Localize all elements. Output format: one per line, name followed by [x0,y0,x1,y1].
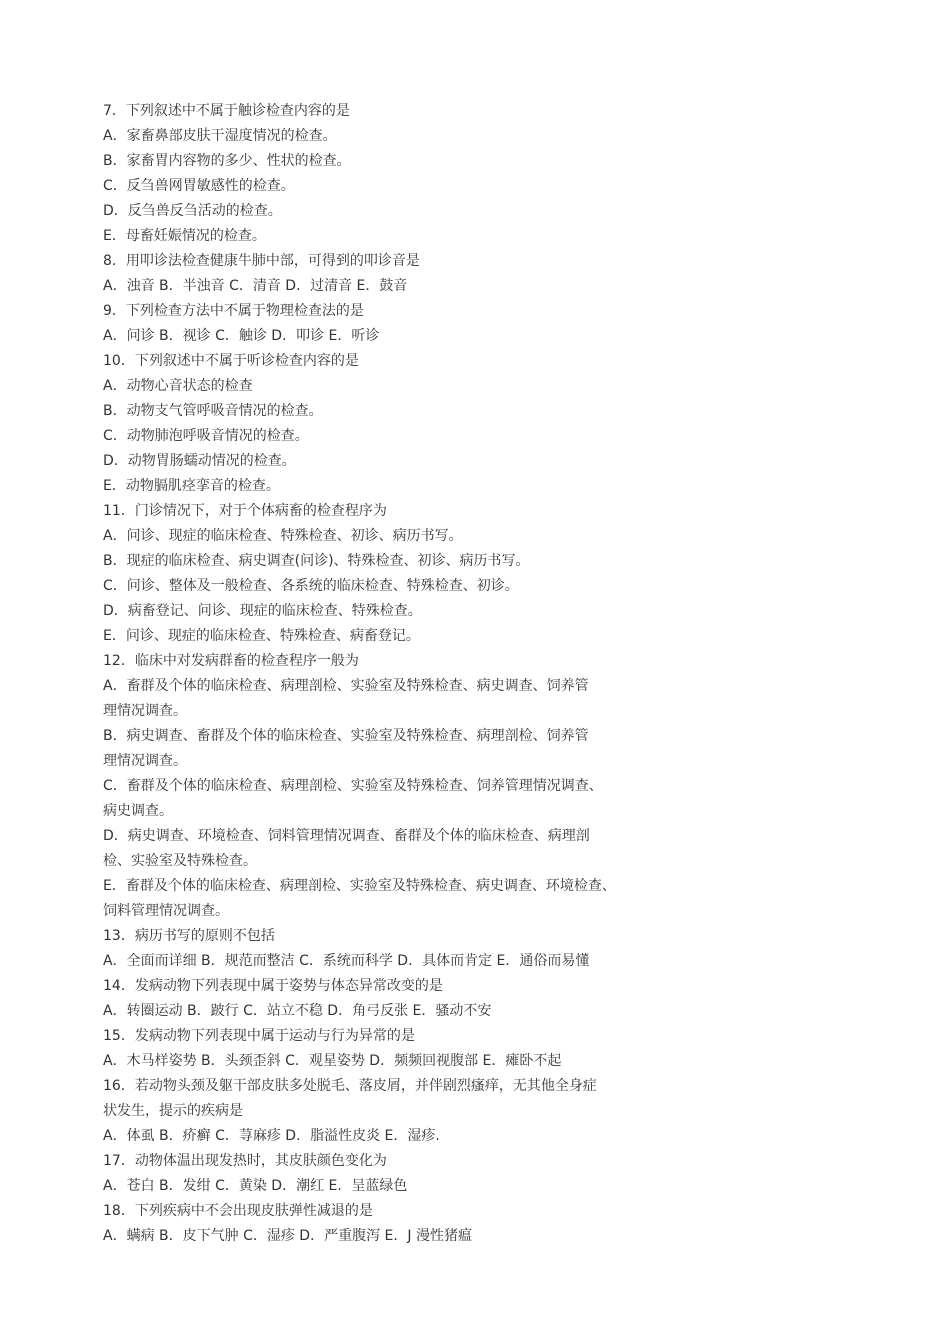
text-line: C．畜群及个体的临床检查、病理剖检、实验室及特殊检查、饲养管理情况调查、 [103,778,603,794]
text-line: 16．若动物头颈及躯干部皮肤多处脱毛、落皮屑，并伴剧烈瘙痒，无其他全身症 [103,1078,597,1094]
text-line: D．病史调查、环境检查、饲料管理情况调查、畜群及个体的临床检查、病理剖 [103,828,590,844]
text-line: C．反刍兽网胃敏感性的检查。 [103,178,295,194]
text-line: 状发生，提示的疾病是 [103,1103,243,1119]
text-line: A．转圈运动 B．跛行 C．站立不稳 D．角弓反张 E．骚动不安 [103,1003,492,1019]
text-line: C．问诊、整体及一般检查、各系统的临床检查、特殊检查、初诊。 [103,578,519,594]
text-line: 7．下列叙述中不属于触诊检查内容的是 [103,103,350,119]
text-line: 18．下列疾病中不会出现皮肤弹性减退的是 [103,1203,373,1219]
text-line: 11．门诊情况下，对于个体病畜的检查程序为 [103,503,387,519]
text-line: A．动物心音状态的检查 [103,378,253,394]
text-line: B．病史调查、畜群及个体的临床检查、实验室及特殊检查、病理剖检、饲养管 [103,728,589,744]
text-line: A．螨病 B．皮下气肿 C．湿疹 D．严重腹泻 E．J 漫性猪瘟 [103,1228,472,1244]
text-line: 14．发病动物下列表现中属于姿势与体态异常改变的是 [103,978,443,994]
text-line: 15．发病动物下列表现中属于运动与行为异常的是 [103,1028,415,1044]
text-line: C．动物肺泡呼吸音情况的检查。 [103,428,309,444]
text-line: B．家畜胃内容物的多少、性状的检查。 [103,153,351,169]
text-line: 理情况调查。 [103,703,187,719]
text-line: B．动物支气管呼吸音情况的检查。 [103,403,323,419]
text-line: A．畜群及个体的临床检查、病理剖检、实验室及特殊检查、病史调查、饲养管 [103,678,589,694]
text-line: D．动物胃肠蠕动情况的检查。 [103,453,296,469]
text-line: 饲料管理情况调查。 [103,903,229,919]
text-line: 理情况调查。 [103,753,187,769]
text-line: D．反刍兽反刍活动的检查。 [103,203,282,219]
text-line: E．问诊、现症的临床检查、特殊检查、病畜登记。 [103,628,420,644]
text-line: A．全面而详细 B．规范而整洁 C．系统而科学 D．具体而肯定 E．通俗而易懂 [103,953,590,969]
text-line: D．病畜登记、问诊、现症的临床检查、特殊检查。 [103,603,422,619]
text-line: A．家畜鼻部皮肤干湿度情况的检查。 [103,128,337,144]
text-line: A．问诊、现症的临床检查、特殊检查、初诊、病历书写。 [103,528,463,544]
text-line: 9．下列检查方法中不属于物理检查法的是 [103,303,364,319]
text-line: E．母畜妊娠情况的检查。 [103,228,266,244]
text-line: A．浊音 B．半浊音 C．清音 D．过清音 E．鼓音 [103,278,408,294]
text-line: 检、实验室及特殊检查。 [103,853,257,869]
text-line: E．动物膈肌痉挛音的检查。 [103,478,280,494]
text-line: A．苍白 B．发绀 C．黄染 D．潮红 E．呈蓝绿色 [103,1178,408,1194]
text-line: B．现症的临床检查、病史调查(问诊)、特殊检查、初诊、病历书写。 [103,553,530,569]
text-line: A．体虱 B．疥癣 C．荨麻疹 D．脂溢性皮炎 E．湿疹. [103,1128,440,1144]
text-line: 13．病历书写的原则不包括 [103,928,275,944]
text-line: E．畜群及个体的临床检查、病理剖检、实验室及特殊检查、病史调查、环境检查、 [103,878,616,894]
text-line: 8．用叩诊法检查健康牛肺中部，可得到的叩诊音是 [103,253,420,269]
text-line: A．木马样姿势 B．头颈歪斜 C．观星姿势 D．频频回视腹部 E．瘫卧不起 [103,1053,562,1069]
text-line: 17．动物体温出现发热时，其皮肤颜色变化为 [103,1153,387,1169]
text-line: 病史调查。 [103,803,173,819]
text-line: 12．临床中对发病群畜的检查程序一般为 [103,653,359,669]
text-line: 10．下列叙述中不属于听诊检查内容的是 [103,353,359,369]
text-line: A．问诊 B．视诊 C．触诊 D．叩诊 E．听诊 [103,328,380,344]
question-list [103,99,823,1249]
